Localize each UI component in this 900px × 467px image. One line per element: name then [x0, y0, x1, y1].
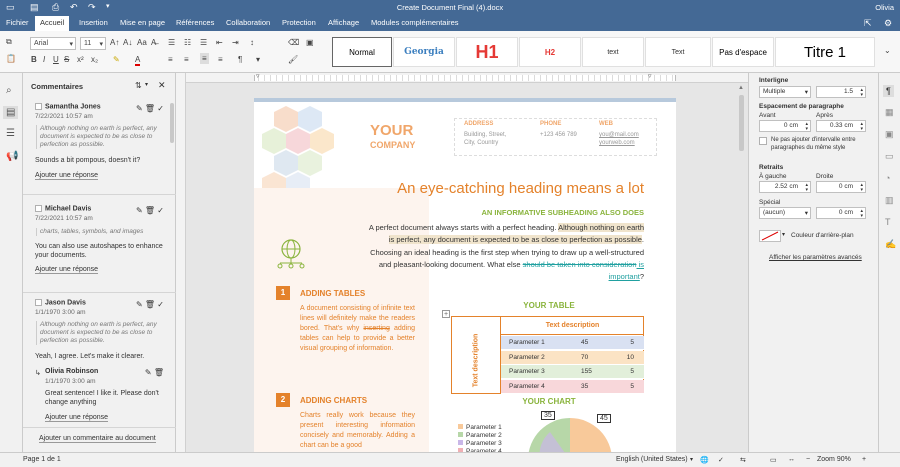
- bold-icon[interactable]: B: [31, 55, 37, 64]
- style-normal-label: Normal: [349, 47, 375, 57]
- font-size-value: 11: [84, 40, 92, 47]
- tab-fichier[interactable]: Fichier: [6, 18, 29, 27]
- comment-text: Yeah, I agree. Let's make it clearer.: [35, 353, 145, 360]
- section-1-title[interactable]: ADDING TABLES: [300, 289, 366, 298]
- tab-accueil[interactable]: Accueil: [35, 16, 69, 31]
- decrease-font-icon[interactable]: A↓: [123, 38, 133, 47]
- change-case-icon[interactable]: Aa: [137, 38, 147, 47]
- resolve-icon[interactable]: ✓: [157, 300, 164, 309]
- fit-width-icon[interactable]: ↔: [788, 456, 795, 463]
- table-title[interactable]: YOUR TABLE: [523, 301, 575, 310]
- comments-title: Commentaires: [31, 82, 84, 91]
- navigation-icon[interactable]: ☰: [6, 128, 15, 139]
- user-name: Olivia: [875, 3, 894, 12]
- title-bar: [0, 0, 900, 15]
- comment-quote: charts, tables, symbols, and images: [36, 228, 161, 236]
- document-subheading[interactable]: AN INFORMATIVE SUBHEADING ALSO DOES: [481, 208, 644, 217]
- phone-value[interactable]: +123 456 789: [540, 132, 577, 138]
- style-text-lower-label: text: [607, 48, 619, 56]
- increase-font-icon[interactable]: A↑: [110, 38, 120, 47]
- document-heading[interactable]: An eye-catching heading means a lot: [397, 180, 644, 197]
- toolbar: [0, 31, 900, 73]
- undo-icon[interactable]: ↶: [70, 2, 78, 12]
- left-indent-label: À gauche: [759, 173, 787, 180]
- globe-icon[interactable]: 🌐: [700, 457, 709, 464]
- comment-date: 1/1/1970 3:00 am: [35, 309, 86, 316]
- spacing-before-value: 0 cm: [783, 122, 798, 129]
- table-cell-b: 5: [630, 339, 634, 346]
- strikethrough-icon[interactable]: S: [64, 55, 70, 64]
- resolve-icon[interactable]: ✓: [157, 206, 164, 215]
- address-line-2[interactable]: City, Country: [464, 140, 499, 146]
- chart-callout-2: 45: [597, 414, 611, 423]
- table-row[interactable]: [501, 380, 644, 394]
- style-georgia-label: Georgia: [404, 47, 444, 57]
- address-label[interactable]: ADDRESS: [464, 121, 494, 127]
- para-spacing-label: Espacement de paragraphe: [759, 103, 844, 110]
- document-scrollbar[interactable]: [739, 95, 744, 151]
- intro-text-start: A perfect document always starts with a perfect heading.: [368, 223, 559, 232]
- comment-author: [35, 103, 101, 110]
- comment-checkbox[interactable]: [35, 299, 42, 306]
- sort-dropdown-icon[interactable]: ▾: [145, 82, 149, 88]
- subscript-icon[interactable]: x₂: [91, 55, 99, 64]
- comment-author-name: Jason Davis: [45, 299, 86, 307]
- special-label: Spécial: [759, 199, 781, 206]
- comment-3[interactable]: [23, 293, 176, 428]
- add-comment-link[interactable]: Ajouter un commentaire au document: [39, 435, 156, 442]
- window-title: Create Document Final (4).docx: [396, 3, 504, 12]
- font-name-value: Arial: [34, 40, 49, 47]
- announce-icon[interactable]: 📢: [6, 151, 19, 162]
- zoom-in-icon[interactable]: +: [862, 456, 867, 463]
- delete-icon[interactable]: 🗑: [144, 104, 156, 113]
- scroll-up-icon[interactable]: ▲: [738, 85, 744, 91]
- comments-panel: [23, 73, 176, 452]
- comment-checkbox[interactable]: [35, 103, 42, 110]
- legend-item: Parameter 1: [458, 424, 502, 432]
- comment-1[interactable]: [23, 97, 176, 195]
- style-georgia[interactable]: [393, 37, 455, 67]
- comment-quote: Although nothing on earth is perfect, any document is expected to be as close to perfection as possible.: [36, 321, 161, 345]
- legend-item: Parameter 3: [458, 440, 502, 448]
- pilcrow-icon[interactable]: ¶: [238, 55, 243, 64]
- intro-insert: is important: [608, 259, 644, 282]
- no-interval-checkbox[interactable]: [759, 137, 767, 145]
- align-center-icon[interactable]: ≡: [184, 55, 189, 64]
- intro-text-end: ?: [639, 272, 644, 282]
- table-side-label: Text description: [472, 333, 480, 388]
- address-line-1[interactable]: Building, Street,: [464, 132, 507, 138]
- web-email[interactable]: you@mail.com: [599, 132, 639, 138]
- reply-date: 1/1/1970 3:00 am: [45, 378, 96, 385]
- menu-bar: [0, 15, 900, 31]
- table-row[interactable]: [501, 351, 644, 365]
- spacing-after-value: 0.33 cm: [829, 122, 853, 129]
- add-reply-link[interactable]: Ajouter une réponse: [45, 414, 109, 421]
- edit-icon[interactable]: ✎: [144, 368, 152, 377]
- signature-icon[interactable]: ✍: [885, 239, 897, 249]
- bg-color-dropdown-icon[interactable]: ▾: [782, 232, 786, 238]
- track-changes-icon[interactable]: ⇆: [740, 457, 746, 464]
- open-location-icon[interactable]: ⇱: [864, 18, 872, 28]
- bullets-icon[interactable]: ☰: [168, 38, 176, 47]
- image-settings-icon[interactable]: ▣: [885, 129, 894, 139]
- fit-page-icon[interactable]: ▭: [770, 457, 777, 464]
- table-cell-label: Parameter 1: [509, 339, 545, 346]
- font-name-combo[interactable]: Arial ▾: [30, 37, 76, 50]
- comment-actions: [136, 104, 164, 113]
- section-1-badge: 1: [276, 286, 290, 300]
- left-rail: [0, 73, 23, 452]
- comment-checkbox[interactable]: [35, 205, 42, 212]
- copy-style-icon[interactable]: 🖌: [288, 55, 299, 64]
- table-cell-b: 5: [630, 368, 634, 376]
- special-spin[interactable]: 0 cm ▴ ▾: [816, 207, 866, 219]
- comments-scrollbar[interactable]: [170, 103, 174, 143]
- section-1-strike: inserting: [363, 325, 390, 332]
- shape-settings-icon[interactable]: ◔: [885, 173, 891, 183]
- web-url[interactable]: yourweb.com: [599, 140, 635, 146]
- intro-highlight: Although nothing on earth is perfect, any document is expected to be as close to perfection as possible: [388, 223, 644, 245]
- paste-icon[interactable]: 📋: [6, 54, 16, 63]
- settings-icon[interactable]: ⚙: [884, 18, 893, 28]
- company-sub[interactable]: COMPANY: [370, 140, 416, 150]
- status-bar: [0, 452, 900, 467]
- special-num-value: 0 cm: [838, 209, 853, 216]
- add-reply-link[interactable]: Ajouter une réponse: [35, 266, 99, 273]
- zoom-level[interactable]: Zoom 90%: [817, 456, 851, 463]
- legend-item: Parameter 2: [458, 432, 502, 440]
- search-icon[interactable]: ⌕: [6, 85, 12, 96]
- advanced-settings-link[interactable]: Afficher les paramètres avancés: [769, 254, 862, 261]
- data-table[interactable]: [451, 316, 644, 394]
- legend-item: Parameter 4: [458, 448, 502, 452]
- comment-actions: [136, 300, 164, 309]
- align-right-icon[interactable]: ≡: [202, 54, 207, 63]
- company-name[interactable]: YOUR: [370, 122, 414, 139]
- font-color-icon[interactable]: A: [135, 55, 141, 64]
- document-canvas[interactable]: [186, 83, 748, 452]
- style-pas-espace-label: Pas d'espace: [719, 47, 767, 57]
- style-normal[interactable]: [332, 37, 392, 67]
- table-cell-a: 45: [581, 339, 589, 346]
- close-icon[interactable]: ✕: [158, 80, 166, 90]
- justify-icon[interactable]: ≡: [218, 55, 223, 64]
- delete-icon[interactable]: 🗑: [153, 368, 164, 377]
- table-cell-label: Parameter 2: [509, 353, 545, 361]
- line-spacing-icon[interactable]: ↕: [250, 38, 254, 47]
- text-art-icon[interactable]: T: [885, 217, 891, 227]
- language-dropdown-icon[interactable]: ▾: [690, 457, 694, 463]
- comment-actions: [136, 206, 164, 215]
- comment-author: [35, 205, 91, 212]
- line-spacing-mode-value: Multiple: [763, 88, 786, 95]
- increase-indent-icon[interactable]: ⇥: [232, 38, 239, 47]
- table-settings-icon[interactable]: ▦: [885, 107, 894, 117]
- edit-icon[interactable]: ✎: [135, 300, 143, 309]
- style-h2-label: H2: [544, 47, 556, 57]
- zoom-out-icon[interactable]: −: [806, 456, 811, 463]
- chart-title[interactable]: YOUR CHART: [522, 397, 576, 406]
- special-value: (aucun): [763, 209, 786, 216]
- underline-icon[interactable]: U: [53, 55, 59, 64]
- page-indicator[interactable]: Page 1 de 1: [23, 456, 61, 463]
- section-1-text-b: adding tables can help to provide a better visual grouping of information.: [300, 325, 415, 352]
- customize-icon[interactable]: ▾: [106, 3, 110, 10]
- style-h1[interactable]: [456, 37, 518, 67]
- style-h2[interactable]: [519, 37, 581, 67]
- reply-arrow-icon: ↳: [35, 370, 41, 377]
- chart-legend: [458, 424, 502, 452]
- right-indent-label: Droite: [816, 173, 834, 180]
- align-left-icon[interactable]: ≡: [168, 55, 173, 64]
- comment-text: Sounds a bit pompous, doesn't it?: [35, 157, 141, 164]
- chart-settings-icon[interactable]: ▥: [885, 195, 894, 205]
- comments-icon[interactable]: ▤: [3, 106, 18, 119]
- sort-icon[interactable]: ⇅: [135, 81, 142, 90]
- tab-references[interactable]: Références: [176, 18, 215, 27]
- tab-modules[interactable]: Modules complémentaires: [371, 18, 459, 27]
- comment-date: 7/22/2021 10:57 am: [35, 113, 93, 120]
- table-cell-a: 35: [581, 382, 589, 390]
- chart-callout-1: 35: [541, 411, 555, 420]
- indent-marker-icon[interactable]: ▿: [256, 73, 260, 80]
- no-interval-label: Ne pas ajouter d'intervalle entre paragraphes du même style: [771, 137, 856, 151]
- clear-style-icon[interactable]: A̶: [151, 38, 157, 47]
- tab-collaboration[interactable]: Collaboration: [226, 18, 271, 27]
- special-select[interactable]: (aucun) ▾: [759, 207, 811, 219]
- decrease-indent-icon[interactable]: ⇤: [216, 38, 223, 47]
- spellcheck-icon[interactable]: ✓: [718, 457, 724, 464]
- comment-author: [35, 299, 86, 306]
- indents-label: Retraits: [759, 164, 784, 171]
- web-label[interactable]: WEB: [599, 121, 613, 127]
- header-footer-icon[interactable]: ▭: [885, 151, 894, 161]
- bg-color-picker[interactable]: [759, 230, 781, 242]
- section-2-badge: 2: [276, 393, 290, 407]
- table-cell-a: 70: [581, 353, 589, 361]
- right-indent-marker-icon[interactable]: ▿: [648, 73, 652, 80]
- paragraph-settings-panel: [748, 73, 878, 452]
- intro-paragraph[interactable]: [362, 222, 644, 283]
- table-cell-a: 155: [581, 368, 592, 376]
- line-spacing-value-spin[interactable]: 1.5 ▴ ▾: [816, 86, 866, 98]
- style-pas-espace[interactable]: [712, 37, 774, 67]
- intro-strike: should be taken into consideration: [522, 259, 637, 269]
- section-2-text[interactable]: Charts really work because they present interesting information concisely and memorably. Adding a chart can be a good: [300, 412, 415, 449]
- multilevel-icon[interactable]: ☰: [200, 38, 208, 47]
- style-titre-1-label: Titre 1: [804, 43, 846, 61]
- line-spacing-label: Interligne: [759, 77, 789, 84]
- tab-protection[interactable]: Protection: [282, 18, 316, 27]
- comment-quote: Although nothing on earth is perfect, any document is expected to be as close to perfection as possible.: [36, 125, 161, 149]
- highlight-icon[interactable]: ✎: [113, 55, 120, 64]
- style-text[interactable]: [645, 37, 711, 67]
- intro-text-mid: . Choosing an ideal heading is the first step when trying to draw up a well-structured and pleasant-looking document. What else: [370, 235, 644, 269]
- tab-insertion[interactable]: Insertion: [79, 18, 108, 27]
- section-2-title[interactable]: ADDING CHARTS: [300, 396, 368, 405]
- document-icon: ▭: [6, 2, 15, 12]
- right-rail: [878, 73, 900, 452]
- document-page[interactable]: [254, 98, 676, 452]
- phone-label[interactable]: PHONE: [540, 121, 562, 127]
- after-label: Après: [816, 112, 833, 119]
- comment-date: 7/22/2021 10:57 am: [35, 215, 93, 222]
- numbering-icon[interactable]: ☷: [184, 38, 192, 47]
- horizontal-ruler[interactable]: [186, 73, 748, 83]
- right-indent-spin[interactable]: 0 cm ▴ ▾: [816, 181, 866, 193]
- style-h1-label: H1: [475, 41, 499, 62]
- table-move-handle[interactable]: +: [443, 311, 449, 318]
- left-indent-spin[interactable]: 2.52 cm ▴ ▾: [759, 181, 811, 193]
- section-1-text[interactable]: [300, 304, 415, 354]
- delete-icon[interactable]: 🗑: [144, 300, 156, 309]
- delete-icon[interactable]: 🗑: [144, 206, 156, 215]
- reply-actions: [145, 368, 164, 377]
- comment-text: You can also use autoshapes to enhance your documents.: [35, 243, 163, 259]
- comment-2[interactable]: [23, 195, 176, 293]
- spacing-after-spin[interactable]: 0.33 cm ▴ ▾: [816, 120, 866, 132]
- vertical-ruler[interactable]: [176, 73, 186, 452]
- copy-icon[interactable]: ⧉: [6, 37, 12, 46]
- table-row[interactable]: [501, 336, 644, 350]
- save-icon[interactable]: ▤: [30, 2, 39, 12]
- table-row[interactable]: [501, 365, 644, 379]
- reply-author: Olivia Robinson: [45, 368, 99, 375]
- table-cell-label: Parameter 3: [509, 368, 545, 376]
- tab-mise-en-page[interactable]: Mise en page: [120, 18, 166, 27]
- edit-icon[interactable]: ✎: [135, 206, 143, 215]
- superscript-icon[interactable]: x²: [77, 55, 84, 64]
- pie-slice-1: [570, 418, 612, 452]
- paragraph-icon[interactable]: ¶: [883, 85, 894, 97]
- resolve-icon[interactable]: ✓: [157, 104, 164, 113]
- comment-author-name: Samantha Jones: [45, 103, 101, 111]
- style-text-lower[interactable]: [582, 37, 644, 67]
- right-indent-value: 0 cm: [838, 183, 853, 190]
- redo-icon[interactable]: ↷: [88, 2, 96, 12]
- table-cell-label: Parameter 4: [509, 382, 545, 390]
- bg-color-label: Couleur d'arrière-plan: [791, 232, 854, 239]
- table-header: Text description: [500, 317, 644, 335]
- italic-icon[interactable]: I: [43, 55, 46, 64]
- add-reply-link[interactable]: Ajouter une réponse: [35, 172, 99, 179]
- paragraph-settings-icon[interactable]: ▾: [256, 55, 261, 64]
- globe-network-icon: [274, 236, 308, 270]
- line-spacing-value: 1.5: [843, 88, 853, 95]
- styles-more-icon[interactable]: ⌄: [884, 46, 891, 55]
- print-icon[interactable]: ⎙: [52, 2, 60, 12]
- shading-icon[interactable]: ▣: [306, 38, 314, 47]
- language-select[interactable]: English (United States): [616, 456, 688, 463]
- comment-author-name: Michael Davis: [45, 205, 92, 213]
- table-rows: [500, 335, 644, 394]
- style-text-label: Text: [671, 48, 685, 56]
- eraser-icon[interactable]: ⌫: [288, 38, 300, 47]
- edit-icon[interactable]: ✎: [135, 104, 143, 113]
- tab-affichage[interactable]: Affichage: [328, 18, 360, 27]
- left-indent-value: 2.52 cm: [774, 183, 798, 190]
- spacing-before-spin[interactable]: 0 cm ▴ ▾: [759, 120, 811, 132]
- table-cell-b: 5: [630, 382, 634, 390]
- line-spacing-mode-select[interactable]: Multiple ▾: [759, 86, 811, 98]
- section-1-text-a: A document consisting of infinite text lines will definitely make the readers bored. That's why: [300, 305, 415, 332]
- font-size-combo[interactable]: 11 ▾: [80, 37, 106, 50]
- reply-text: Great sentence! I like it. Please don't change anything: [45, 390, 159, 406]
- table-cell-b: 10: [626, 353, 634, 361]
- style-titre-1[interactable]: [775, 37, 875, 67]
- before-label: Avant: [759, 112, 776, 119]
